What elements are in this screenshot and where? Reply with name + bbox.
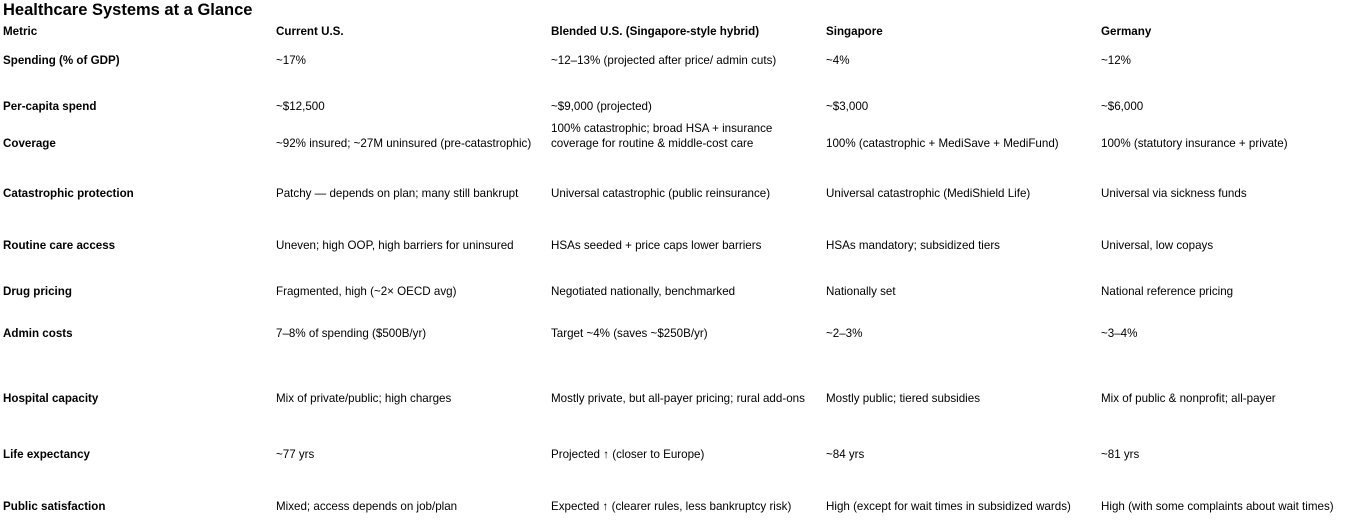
header-singapore: Singapore xyxy=(826,25,883,38)
metric-cell: Catastrophic protection xyxy=(3,187,134,200)
table-cell: Projected ↑ (closer to Europe) xyxy=(551,448,705,461)
table-cell: 7–8% of spending ($500B/yr) xyxy=(276,327,427,340)
table-row xyxy=(0,203,1366,255)
table-cell: ~17% xyxy=(276,54,306,67)
table-cell: Universal catastrophic (public reinsurance) xyxy=(551,187,771,200)
table-row xyxy=(0,40,1366,70)
table-cell: Universal via sickness funds xyxy=(1101,187,1247,200)
table-row xyxy=(0,116,1366,153)
table-cell: 100% (catastrophic + MediSave + MediFund) xyxy=(826,137,1059,150)
table-cell xyxy=(548,116,823,153)
table-cell: Mix of private/public; high charges xyxy=(276,392,452,405)
table-cell: Target ~4% (saves ~$250B/yr) xyxy=(551,327,708,340)
table-cell: Universal, low copays xyxy=(1101,239,1214,252)
table-cell-text: 100% catastrophic; broad HSA + insurance coverage for routine & middle-cost care xyxy=(551,122,773,150)
table-cell: ~12–13% (projected after price/ admin cuts) xyxy=(551,54,777,67)
table-cell: Mix of public & nonprofit; all-payer xyxy=(1101,392,1276,405)
table-cell: High (with some complaints about wait times) xyxy=(1101,500,1334,513)
metric-cell: Life expectancy xyxy=(3,448,90,461)
table-row xyxy=(0,343,1366,408)
table-cell: Patchy — depends on plan; many still bankrupt xyxy=(276,187,519,200)
table-row xyxy=(0,464,1366,516)
table-cell: Fragmented, high (~2× OECD avg) xyxy=(276,285,457,298)
table-cell: Nationally set xyxy=(826,285,896,298)
table-cell: Mostly public; tiered subsidies xyxy=(826,392,981,405)
metric-cell: Routine care access xyxy=(3,239,116,252)
header-germany: Germany xyxy=(1101,25,1152,38)
header-blended-us: Blended U.S. (Singapore-style hybrid) xyxy=(551,25,760,38)
table-cell: ~$3,000 xyxy=(826,100,869,113)
metric-cell: Per-capita spend xyxy=(3,100,97,113)
table-cell: ~84 yrs xyxy=(826,448,865,461)
table-cell: Negotiated nationally, benchmarked xyxy=(551,285,736,298)
table-cell: High (except for wait times in subsidized wards) xyxy=(826,500,1071,513)
table-cell: ~2–3% xyxy=(826,327,863,340)
table-cell: Universal catastrophic (MediShield Life) xyxy=(826,187,1031,200)
table-cell: ~81 yrs xyxy=(1101,448,1140,461)
table-cell: ~3–4% xyxy=(1101,327,1138,340)
table-row xyxy=(0,153,1366,203)
header-current-us: Current U.S. xyxy=(276,25,344,38)
table-cell: ~12% xyxy=(1101,54,1131,67)
table-row xyxy=(0,255,1366,301)
table-cell: ~77 yrs xyxy=(276,448,315,461)
table-cell: ~4% xyxy=(826,54,850,67)
table-cell: ~92% insured; ~27M uninsured (pre-catastrophic) xyxy=(276,137,532,150)
table-cell: ~$12,500 xyxy=(276,100,325,113)
metric-cell: Spending (% of GDP) xyxy=(3,54,120,67)
table-cell-text: Mostly private, but all-payer pricing; rural add-ons xyxy=(551,392,805,405)
table-cell: ~$6,000 xyxy=(1101,100,1144,113)
document-title: Healthcare Systems at a Glance xyxy=(3,1,253,19)
table-cell: HSAs seeded + price caps lower barriers xyxy=(551,239,762,252)
table-cell: 100% (statutory insurance + private) xyxy=(1101,137,1288,150)
table-cell: National reference pricing xyxy=(1101,285,1234,298)
table-cell: Mixed; access depends on job/plan xyxy=(276,500,458,513)
table-cell: Uneven; high OOP, high barriers for uninsured xyxy=(276,239,514,252)
metric-cell: Hospital capacity xyxy=(3,392,99,405)
metric-cell: Public satisfaction xyxy=(3,500,106,513)
table-cell: Expected ↑ (clearer rules, less bankruptcy risk) xyxy=(551,500,792,513)
header-metric: Metric xyxy=(3,25,38,38)
table-row xyxy=(0,70,1366,116)
comparison-table xyxy=(0,23,1366,516)
table-cell: ~$9,000 (projected) xyxy=(551,100,652,113)
metric-cell: Drug pricing xyxy=(3,285,72,298)
table-cell: HSAs mandatory; subsidized tiers xyxy=(826,239,1000,252)
table-header-row xyxy=(0,23,1366,40)
metric-cell: Admin costs xyxy=(3,327,73,340)
table-row xyxy=(0,408,1366,464)
table-row xyxy=(0,301,1366,343)
metric-cell: Coverage xyxy=(3,137,56,150)
table-cell xyxy=(548,343,823,408)
